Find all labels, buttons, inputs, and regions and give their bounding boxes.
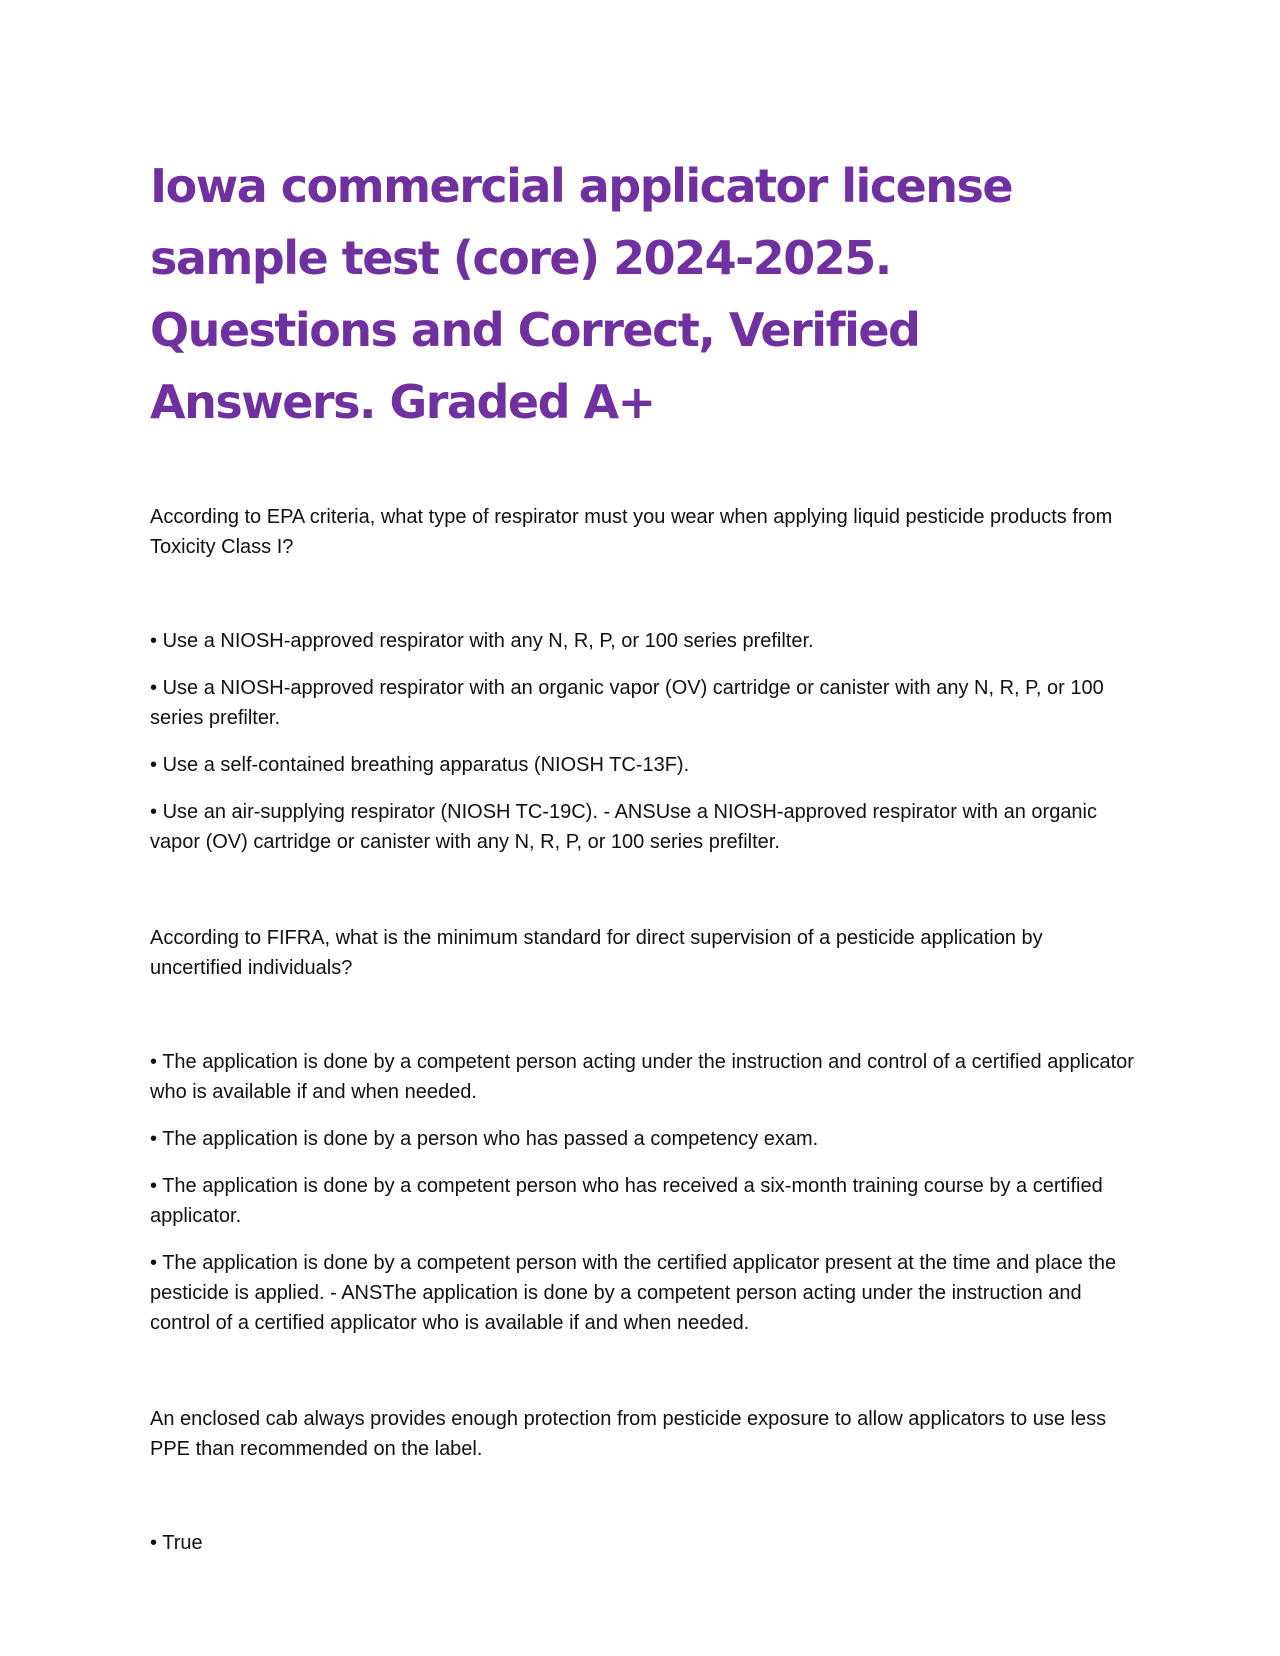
answer-option-text: The application is done by a competent person who has received a six-month training course by a certified applicator. [150, 1175, 1103, 1227]
answer-option-text: The application is done by a competent person with the certified applicator present at the time and place the pesticide is applied. - ANSThe application is done by a competent person acting under the instruction and control of a certified applicator who is available if and when needed. [150, 1252, 1117, 1334]
answer-option [150, 1528, 1135, 1558]
bullet-icon: • [150, 630, 158, 652]
answer-option [150, 1248, 1135, 1338]
bullet-icon: • [150, 1051, 158, 1073]
bullet-icon: • [150, 677, 158, 699]
answer-option [150, 750, 1135, 780]
answer-option [150, 673, 1135, 733]
answer-options [150, 626, 1135, 857]
answer-option-text: The application is done by a competent person acting under the instruction and control of a certified applicator who is available if and when needed. [150, 1051, 1134, 1103]
answer-option-text: True [162, 1532, 203, 1554]
bullet-icon: • [150, 754, 158, 776]
answer-option [150, 1047, 1135, 1107]
answer-option-text: Use a NIOSH-approved respirator with an organic vapor (OV) cartridge or canister with any N, R, P, or 100 series prefilter. [150, 677, 1104, 729]
answer-option [150, 626, 1135, 656]
question-text: According to EPA criteria, what type of respirator must you wear when applying liquid pesticide products from Toxicity Class I? [150, 506, 1113, 558]
question-text: An enclosed cab always provides enough protection from pesticide exposure to allow applicators to use less PPE than recommended on the label. [150, 1408, 1107, 1460]
answer-option [150, 797, 1135, 857]
answer-option-text: Use a self-contained breathing apparatus (NIOSH TC-13F). [162, 754, 690, 776]
answer-option-text: The application is done by a person who has passed a competency exam. [162, 1128, 819, 1150]
bullet-icon: • [150, 801, 158, 823]
bullet-icon: • [150, 1128, 158, 1150]
document-page [150, 150, 1135, 1575]
question-block [150, 1404, 1135, 1558]
document-title: Iowa commercial applicator license sample test (core) 2024-2025. Questions and Correct, Verified Answers. Graded A+ [150, 159, 1013, 429]
question-block [150, 923, 1135, 1338]
bullet-icon: • [150, 1252, 158, 1274]
question-block [150, 502, 1135, 857]
answer-option-text: Use a NIOSH-approved respirator with any N, R, P, or 100 series prefilter. [162, 630, 814, 652]
answer-options [150, 1047, 1135, 1338]
answer-option-text: Use an air-supplying respirator (NIOSH TC-19C). - ANSUse a NIOSH-approved respirator with an organic vapor (OV) cartridge or canister with any N, R, P, or 100 series prefilter. [150, 801, 1098, 853]
answer-option [150, 1124, 1135, 1154]
bullet-icon: • [150, 1532, 158, 1554]
bullet-icon: • [150, 1175, 158, 1197]
answer-options [150, 1528, 1135, 1558]
answer-option [150, 1171, 1135, 1231]
question-text: According to FIFRA, what is the minimum standard for direct supervision of a pesticide application by uncertified individuals? [150, 927, 1043, 979]
